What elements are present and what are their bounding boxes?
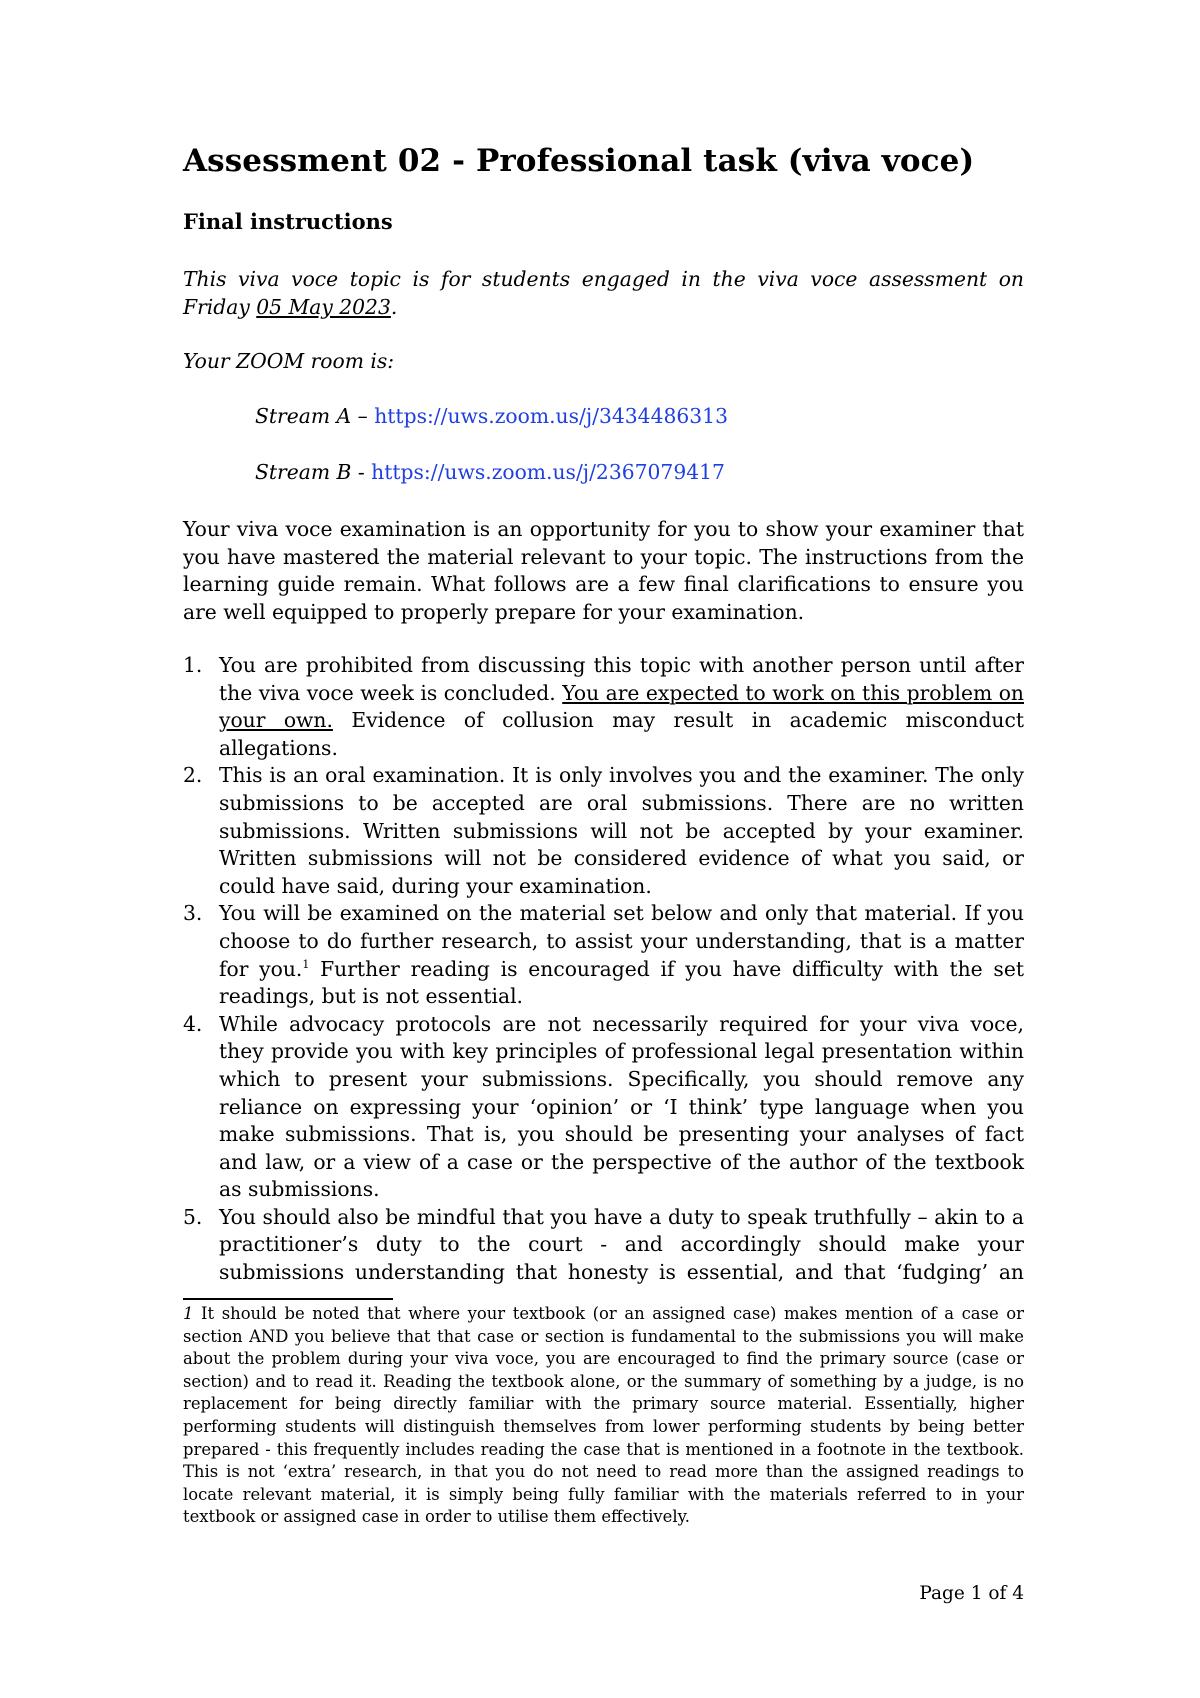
list-item-text: You will be examined on the material set below and only that material. If you choose to do further research, to assist your understanding, that is a matter for you. [219, 901, 1024, 981]
stream-a-separator: – [351, 404, 375, 428]
stream-b-label: Stream B [255, 460, 352, 484]
document-page [183, 0, 1024, 1698]
intro-paragraph [183, 265, 1024, 321]
list-item-number: 5. [183, 1204, 203, 1229]
list-item-text: You are prohibited from discussing this topic with another person until after the viva voce week is concluded. [219, 653, 1024, 705]
list-item-number: 4. [183, 1011, 203, 1036]
overview-paragraph: Your viva voce examination is an opportunity for you to show your examiner that you have mastered the material relevant to your topic. The instructions from the learning guide remain. What follows are a few final clarifications to ensure you are well equipped to properly prepare for your examination. [183, 517, 1024, 624]
footnote-number: 1 [183, 1304, 194, 1323]
list-item-number: 1. [183, 653, 203, 677]
zoom-room-label: Your ZOOM room is: [183, 349, 395, 373]
footnote [183, 1303, 1024, 1529]
list-item-text: You should also be mindful that you have a duty to speak truthfully – akin to a practitioner’s duty to the court - and accordingly should make your submissions understanding that honesty is essential, and that ‘fudging’ an [219, 1204, 1024, 1285]
intro-period: . [390, 295, 398, 319]
page-title: Assessment 02 - Professional task (viva voce) [183, 143, 975, 179]
stream-b-separator: - [351, 460, 372, 484]
list-item-emphasis: You are expected to work on this problem on your own. [219, 680, 1024, 733]
list-item [183, 1011, 1024, 1204]
stream-b-zoom-link[interactable]: https://uws.zoom.us/j/2367079417 [371, 460, 725, 484]
list-item-text: This is an oral examination. It is only involves you and the examiner. The only submissions to be accepted are oral submissions. There are no written submissions. Written submissions will not be accepted by your examiner. Written submissions will not be considered evidence of what you said, or could have said, during your examination. [219, 763, 1024, 898]
list-item [183, 762, 1024, 900]
section-heading: Final instructions [183, 209, 393, 234]
stream-b-line [255, 460, 725, 484]
list-item [183, 652, 1024, 762]
page-number: Page 1 of 4 [919, 1583, 1024, 1604]
list-item-text: While advocacy protocols are not necessarily required for your viva voce, they provide you with key principles of professional legal presentation within which to present your submissions. Specifically, you should remove any reliance on expressing your ‘opinion’ or ‘I think’ type language when you make submissions. That is, you should be presenting your analyses of fact and law, or a view of a case or the perspective of the author of the textbook as submissions. [219, 1011, 1024, 1202]
intro-text: This viva voce topic is for students engaged in the viva voce assessment on Friday [183, 267, 1024, 319]
list-item [183, 900, 1024, 1010]
footnote-divider [183, 1298, 393, 1300]
instructions-list [183, 652, 1024, 1287]
footnote-text: It should be noted that where your textbook (or an assigned case) makes mention of a case or section AND you believe that that case or section is fundamental to the submissions you will make about the problem during your viva voce, you are encouraged to find the primary source (case or section) and to read it. Reading the textbook alone, or the summary of something by a judge, is no replacement for being directly familiar with the primary source material. Essentially, higher performing students will distinguish themselves from lower performing students by being better prepared - this frequently includes reading the case that is mentioned in a footnote in the textbook. This is not ‘extra’ research, in that you do not need to read more than the assigned readings to locate relevant material, it is simply being fully familiar with the materials referred to in your textbook or assigned case in order to utilise them effectively. [183, 1304, 1024, 1527]
list-item [183, 1204, 1024, 1287]
stream-a-zoom-link[interactable]: https://uws.zoom.us/j/3434486313 [374, 404, 728, 428]
stream-a-label: Stream A [255, 404, 352, 428]
list-item-number: 3. [183, 901, 203, 926]
footnote-reference[interactable]: 1 [302, 957, 310, 971]
list-item-text-tail: Further reading is encouraged if you have difficulty with the set readings, but is not essential. [219, 956, 1024, 1009]
list-item-text-tail: Evidence of collusion may result in academic misconduct allegations. [219, 708, 1024, 760]
list-item-number: 2. [183, 763, 203, 788]
exam-date: 05 May 2023 [256, 295, 391, 319]
stream-a-line [255, 404, 728, 428]
